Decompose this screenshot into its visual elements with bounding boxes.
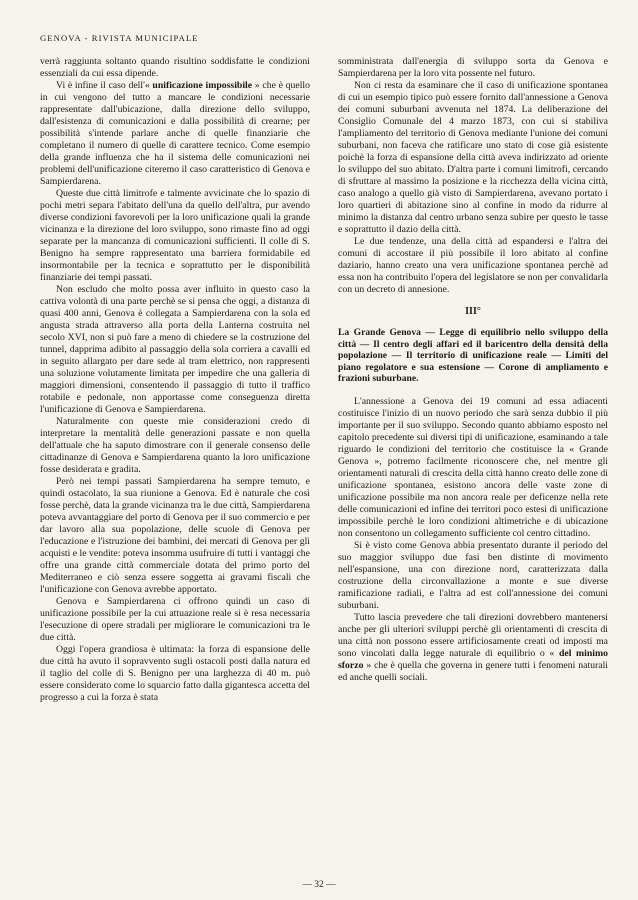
paragraph: L'annessione a Genova dei 19 comuni ad essa adiacenti costituisce l'inizio di un nuovo periodo che sarà senza dubbio il più importante per il suo sviluppo. Secondo quanto abbiamo esposto nel capitolo precedente sui diversi tipi di unificazione, esaminando a tale riguardo le condizioni del territorio che costituisce la « Grande Genova », potremo facilmente riconoscere che, nel mentre gli orientamenti naturali di crescita della città hanno creato delle zone di unificazione spontanea, esistono ancora delle vaste zone di unificazione possibile ma non ancora reale per deficenze nella rete delle comunicazioni ed infine dei territori poco estesi di unificazione impossibile perchè le loro condizioni altimetriche e di ubicazione non consentono un collegamento sufficiente col centro cittadino. — [338, 395, 608, 539]
section-summary: La Grande Genova — Legge di equilibrio nello sviluppo della città — Il centro degli affari ed il baricentro della densità della popolazione — Il territorio di unificazione reale — Limiti del piano regolatore e sua estensione — Corone di ampliamento e frazioni suburbane. — [338, 327, 608, 385]
left-column — [40, 56, 310, 704]
paragraph: Non ci resta da esaminare che il caso di unificazione spontanea di cui un esempio tipico può essere fornito dall'annessione a Genova dei comuni suburbani avvenuta nel 1874. La deliberazione del Consiglio Comunale del 4 marzo 1873, con cui si stabiliva l'ampliamento del territorio di Genova mediante l'unione dei comuni suburbani, non faceva che ratificare uno stato di cose già esistente poichè la forza di espansione della città aveva indirizzato ad oriente lo sviluppo del suo abitato. D'altra parte i comuni limitrofi, cercando di sfruttare al massimo la posizione e la ricchezza della vicina città, caso analogo a quello già visto di Sampierdarena, avevano portato i loro quartieri di abitazione sino al confine in modo da ridurre al minimo la distanza dal centro urbano senza subire per questo le tasse e soprattutto il dazio della città. — [338, 80, 608, 235]
page-number: — 32 — — [302, 880, 336, 890]
paragraph: Oggi l'opera grandiosa è ultimata: la forza di espansione delle due città ha avuto il sopravvento sugli ostacoli posti dalla natura ed il taglio del colle di S. Benigno per una larghezza di 40 m. può essere considerato come lo squarcio fatto dalla gigantesca accetta del progresso a cui la forza è stata — [40, 644, 310, 703]
paragraph — [338, 612, 608, 684]
right-column — [338, 56, 608, 684]
paragraph: somministrata dall'energia di sviluppo sorta da Genova e Sampierdarena per la loro vita possente nel futuro. — [338, 56, 608, 79]
paragraph-text: Tutto lascia prevedere che tali direzioni dovrebbero mantenersi anche per gli ulteriori sviluppi perchè gli orientamenti di crescita di una città non possono essere artificiosamente creati od imposti ma sono vincolati dalla legge naturale di equilibrio o « — [338, 611, 608, 659]
paragraph: Queste due città limitrofe e talmente avvicinate che lo spazio di pochi metri separa l'abitato dell'una da quello dell'altra, pur avendo diverse condizioni favorevoli per la loro unificazione quali la grande vicinanza e la direzione del loro sviluppo, sono rimaste fino ad oggi separate per la mancanza di comunicazioni sufficienti. Il colle di S. Benigno ha sempre rappresentato una barriera formidabile ed insormontabile per la tecnica e soprattutto per le disponibilità finanziarie dei tempi passati. — [40, 188, 310, 283]
paragraph-text: » che è quella che governa in genere tutti i fenomeni naturali ed anche quelli sociali. — [338, 659, 608, 683]
section-number: III° — [465, 306, 481, 317]
emphasized-term: unificazione impossibile — [152, 80, 253, 91]
paragraph-text: Vi è infine il caso dell'« — [56, 80, 153, 91]
paragraph: Naturalmente con queste mie considerazioni credo di interpretare la mentalità delle generazioni passate e non quella dell'attuale che ha saputo dimostrare con il generale consenso delle cittadinanze di Genova e Sampierdarena quanto la loro unificazione fosse desiderata e gradita. — [40, 416, 310, 475]
paragraph: Non escludo che molto possa aver influito in questo caso la cattiva volontà di una parte perchè se si pensa che oggi, a distanza di quasi 400 anni, Genova è collegata a Sampierdarena con la sola ed angusta strada attraverso alla porta della Lanterna costruita nel secolo XVI, non si può fare a meno di chiedere se la costruzione del tunnel, dapprima adibito al passaggio della sola corriera a cavalli ed in seguito allargato per dare sede al tram elettrico, non rappresenti una soluzione volutamente limitata per impedire che una galleria di maggiori dimensioni, consentendo il passaggio di tutto il traffico rotabile e pedonale, non apportasse come conseguenza diretta l'unificazione di Genova e Sampierdarena. — [40, 284, 310, 415]
paragraph: Genova e Sampierdarena ci offrono quindi un caso di unificazione possibile per la cui attuazione reale si è resa necessaria l'esecuzione di opere stradali per migliorare le comunicazioni tra le due città. — [40, 596, 310, 643]
paragraph — [40, 80, 310, 188]
paragraph: verrà raggiunta soltanto quando risultino soddisfatte le condizioni essenziali da cui essa dipende. — [40, 56, 310, 79]
paragraph-text: » che è quello in cui vengono del tutto a mancare le condizioni necessarie rappresentate dall'ubicazione, dalla direzione dello sviluppo, dall'esistenza di comunicazioni e dalla possibilità di crearne; per possibilità s'intende parlare anche di quelle finanziarie che completano il numero di quelle di carattere tecnico. Come esempio della grande influenza che ha il sistema delle comunicazioni nei problemi dell'unificazione citeremo il caso caratteristico di Genova e Sampierdarena. — [40, 80, 310, 187]
paragraph: Le due tendenze, una della città ad espandersi e l'altra dei comuni di accostare il più possibile il loro abitato al confine daziario, hanno creato una vera unificazione spontanea perchè ad essa non ha contribuito l'opera del legislatore se non per convalidarla con un decreto di annesione. — [338, 236, 608, 295]
paragraph: Si è visto come Genova abbia presentato durante il periodo del suo maggior sviluppo due fasi ben distinte di movimento nell'espansione, una con direzione nord, caratterizzata dalla costruzione della circonvallazione a monte e sue diverse ramificazione radiali, e l'altra ad est coll'annessione dei comuni suburbani. — [338, 539, 608, 611]
paragraph: Però nei tempi passati Sampierdarena ha sempre temuto, e quindi ostacolato, la sua riunione a Genova. Ed è naturale che così fosse perchè, data la grande vicinanza tra le due città, Sampierdarena poteva avvantaggiare del porto di Genova per il suo commercio e per dar lavoro alla sua popolazione, delle scuole di Genova per l'educazione e l'istruzione dei bambini, dei mercati di Genova per gli acquisti e le vendite: poteva insomma usufruire di tutti i vantaggi che offre una grande città commerciale dotata del primo porto del Mediterraneo e ciò senza essere soggetta ai gravami fiscali che l'unificazione con Genova avrebbe apportato. — [40, 476, 310, 595]
emphasized-term: del minimo sforzo — [338, 647, 608, 671]
running-head: GENOVA - RIVISTA MUNICIPALE — [40, 33, 199, 43]
